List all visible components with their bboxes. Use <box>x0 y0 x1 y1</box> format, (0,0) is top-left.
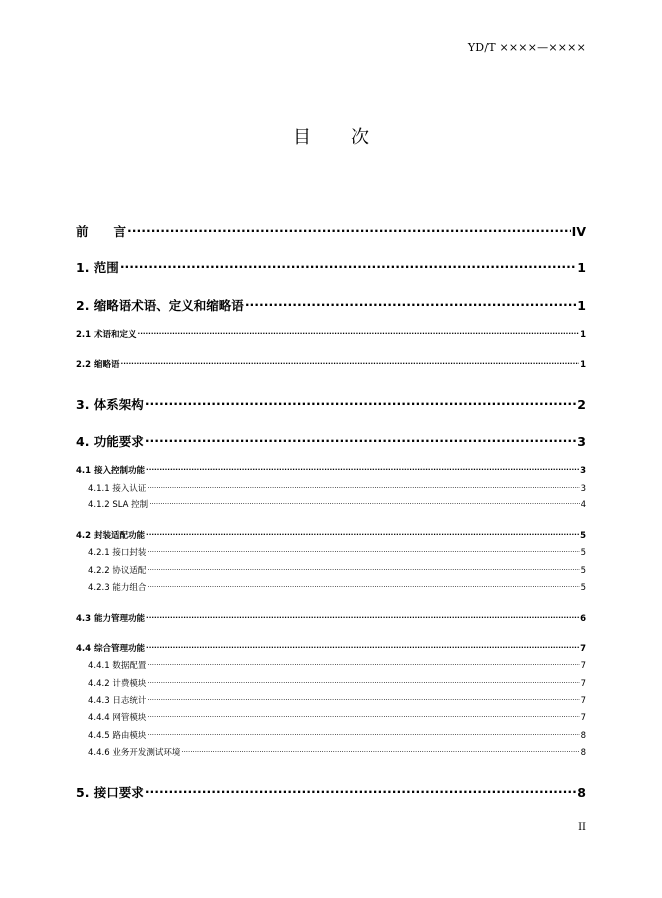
toc-entry-page: 5 <box>580 548 586 558</box>
toc-dot-leader <box>147 712 579 721</box>
toc-title <box>0 123 662 149</box>
toc-entry[interactable] <box>76 612 586 624</box>
toc-dot-leader <box>147 660 579 669</box>
toc-entry-page: 5 <box>580 531 586 541</box>
toc-entry[interactable] <box>76 546 586 558</box>
toc-dot-leader <box>145 397 576 410</box>
toc-entry-page: 7 <box>580 679 586 689</box>
toc-dot-leader <box>121 359 580 368</box>
toc-entry-page: 7 <box>580 696 586 706</box>
toc-entry[interactable] <box>76 677 586 689</box>
toc-entry-label: 4.4.5 路由模块 <box>88 731 147 741</box>
toc-entry-page: 7 <box>580 644 586 654</box>
toc-entry-page: 4 <box>580 500 586 510</box>
toc-entry-label: 4.3 能力管理功能 <box>76 614 146 624</box>
toc-dot-leader <box>147 678 579 687</box>
toc-entry-page: 5 <box>580 583 586 593</box>
toc-entry[interactable] <box>76 783 586 801</box>
toc-entry[interactable] <box>76 358 586 370</box>
toc-entry-label: 2.1 术语和定义 <box>76 330 137 340</box>
toc-entry-page: 8 <box>580 748 586 758</box>
toc-entry-label: 4.4.4 网管模块 <box>88 713 147 723</box>
toc-entry-page: 1 <box>577 260 586 275</box>
toc-entry[interactable] <box>76 711 586 723</box>
toc-entry-label: 1. 范围 <box>76 260 119 275</box>
page-header: YD/T ××××—×××× <box>467 41 586 54</box>
toc-entry-label: 4.1.1 接入认证 <box>88 484 147 494</box>
toc-entry[interactable] <box>76 258 586 276</box>
toc-dot-leader <box>147 582 579 591</box>
toc-dot-leader <box>181 747 579 756</box>
toc-entry[interactable] <box>76 328 586 340</box>
toc-entry[interactable] <box>76 729 586 741</box>
toc-entry-page: 8 <box>580 731 586 741</box>
toc-entry[interactable] <box>76 581 586 593</box>
toc-entry-label: 4.1 接入控制功能 <box>76 466 146 476</box>
toc-dot-leader <box>147 565 579 574</box>
toc-entry-page: 8 <box>577 785 586 800</box>
toc-entry-label: 4. 功能要求 <box>76 434 144 449</box>
toc-entry[interactable] <box>76 564 586 576</box>
toc-dot-leader <box>147 695 579 704</box>
page-number: II <box>578 822 586 833</box>
toc-dot-leader <box>145 785 576 798</box>
toc-entry-label: 4.4 综合管理功能 <box>76 644 146 654</box>
toc-title-char-2: 次 <box>351 127 369 148</box>
toc-entry-label: 2.2 缩略语 <box>76 360 120 370</box>
toc-entry-label: 前 言 <box>76 224 127 239</box>
toc-dot-leader <box>127 224 571 237</box>
toc-entry[interactable] <box>76 746 586 758</box>
toc-title-char-1: 目 <box>293 127 311 148</box>
toc-entry-page: 6 <box>580 614 586 624</box>
toc-dot-leader <box>149 499 579 508</box>
toc-dot-leader <box>245 298 576 311</box>
toc-entry-label: 3. 体系架构 <box>76 397 144 412</box>
toc-entry-page: 7 <box>580 661 586 671</box>
toc-entry[interactable] <box>76 464 586 476</box>
toc-entry-page: 3 <box>580 484 586 494</box>
toc-dot-leader <box>146 643 579 652</box>
toc-entry-page: 1 <box>577 298 586 313</box>
toc-entry[interactable] <box>76 642 586 654</box>
toc-entry-label: 4.2.2 协议适配 <box>88 566 147 576</box>
toc-entry[interactable] <box>76 694 586 706</box>
toc-dot-leader <box>146 613 579 622</box>
toc-entry-page: 2 <box>577 397 586 412</box>
toc-entry-label: 4.4.6 业务开发测试环境 <box>88 748 181 758</box>
toc-dot-leader <box>146 465 579 474</box>
toc-dot-leader <box>120 260 576 273</box>
toc-entry-label: 4.2.1 接口封装 <box>88 548 147 558</box>
toc-entry-page: 3 <box>580 466 586 476</box>
toc-dot-leader <box>147 730 579 739</box>
toc-entry[interactable] <box>76 395 586 413</box>
toc-entry[interactable] <box>76 498 586 510</box>
toc-dot-leader <box>147 547 579 556</box>
toc-entry-page: 5 <box>580 566 586 576</box>
toc-entry-page: 7 <box>580 713 586 723</box>
toc-entry[interactable] <box>76 529 586 541</box>
toc-entry-label: 4.2.3 能力组合 <box>88 583 147 593</box>
toc-entry-label: 4.4.3 日志统计 <box>88 696 147 706</box>
toc-entry-page: IV <box>571 224 586 239</box>
toc-dot-leader <box>138 329 580 338</box>
toc-entry-label: 4.4.1 数据配置 <box>88 661 147 671</box>
toc-entry[interactable] <box>76 296 586 314</box>
toc-dot-leader <box>146 530 579 539</box>
toc-dot-leader <box>147 483 579 492</box>
toc-entry-label: 5. 接口要求 <box>76 785 144 800</box>
toc-entry-label: 4.1.2 SLA 控制 <box>88 500 149 510</box>
toc-entry-label: 2. 缩略语术语、定义和缩略语 <box>76 298 244 313</box>
toc-entry[interactable] <box>76 659 586 671</box>
toc-entry[interactable] <box>76 482 586 494</box>
toc-entry-label: 4.4.2 计费模块 <box>88 679 147 689</box>
toc-entry-page: 1 <box>580 330 586 340</box>
toc-entry-page: 3 <box>577 434 586 449</box>
toc-dot-leader <box>145 434 576 447</box>
toc-entry[interactable] <box>76 432 586 450</box>
toc-entry-label: 4.2 封装适配功能 <box>76 531 146 541</box>
toc-entry-page: 1 <box>580 360 586 370</box>
toc-entry[interactable] <box>76 222 586 240</box>
